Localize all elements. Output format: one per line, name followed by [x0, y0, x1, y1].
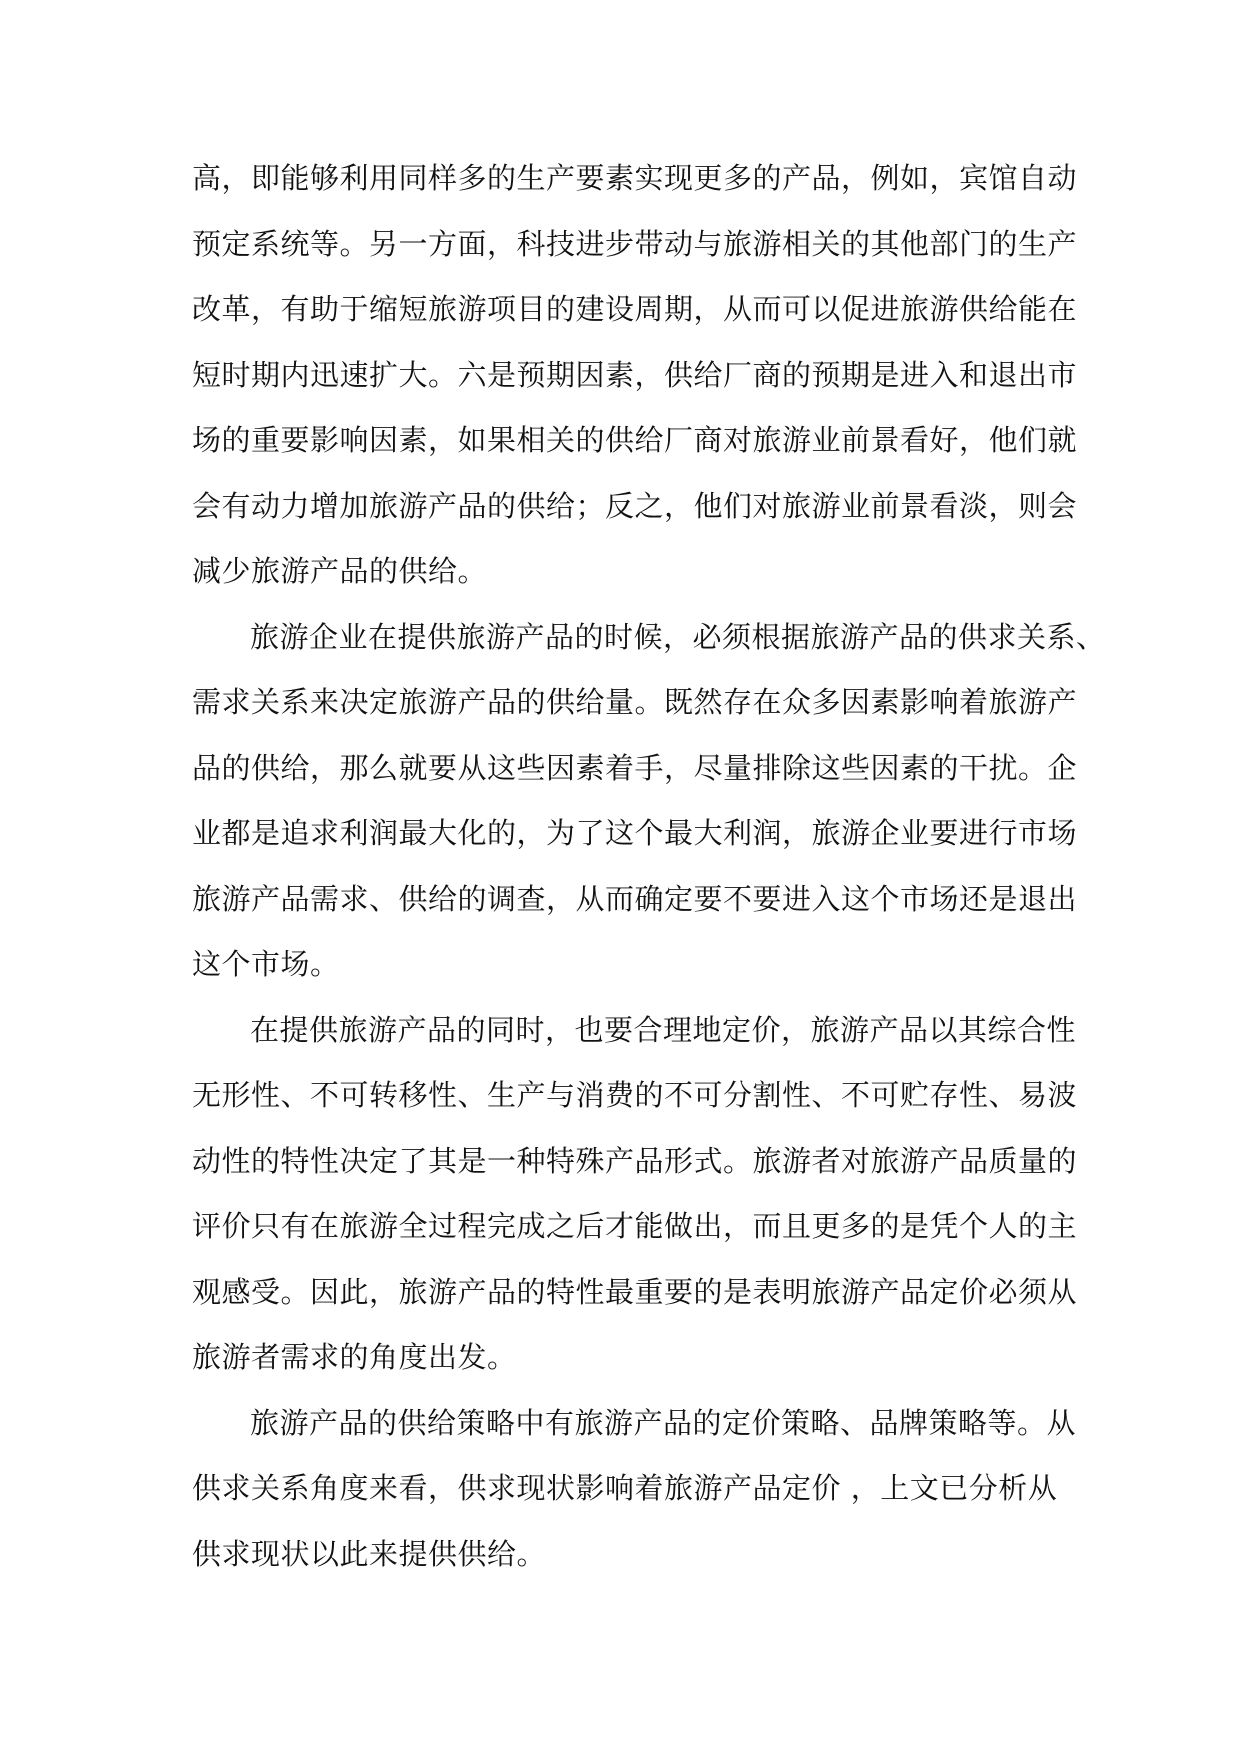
text-line: 高，即能够利用同样多的生产要素实现更多的产品，例如，宾馆自动: [192, 161, 1078, 195]
text-line: 旅游产品的供给策略中有旅游产品的定价策略、品牌策略等。从: [250, 1405, 1077, 1440]
text-line: 观感受。因此，旅游产品的特性最重要的是表明旅游产品定价必须从: [192, 1274, 1078, 1309]
document-page: [192, 146, 1106, 1587]
text-line: 预定系统等。另一方面，科技进步带动与旅游相关的其他部门的生产: [192, 226, 1078, 261]
paragraph-1: [192, 146, 1078, 605]
text-line: 改革，有助于缩短旅游项目的建设周期，从而可以促进旅游供给能在: [192, 292, 1078, 326]
text-line: 需求关系来决定旅游产品的供给量。既然存在众多因素影响着旅游产: [192, 685, 1078, 719]
text-line: 业都是追求利润最大化的，为了这个最大利润，旅游企业要进行市场: [192, 816, 1078, 850]
text-line: 这个市场。: [192, 947, 340, 981]
paragraph-4: [192, 1391, 1077, 1588]
text-line: 短时期内迅速扩大。六是预期因素，供给厂商的预期是进入和退出市: [192, 357, 1078, 392]
text-line: 动性的特性决定了其是一种特殊产品形式。旅游者对旅游产品质量的: [192, 1143, 1078, 1178]
text-line: 场的重要影响因素，如果相关的供给厂商对旅游业前景看好，他们就: [192, 423, 1078, 457]
text-line: 旅游产品需求、供给的调查，从而确定要不要进入这个市场还是退出: [192, 881, 1078, 916]
paragraph-3: [192, 998, 1078, 1391]
text-line: 在提供旅游产品的同时，也要合理地定价，旅游产品以其综合性: [250, 1012, 1077, 1047]
text-line: 旅游者需求的角度出发。: [192, 1340, 517, 1374]
text-line: 会有动力增加旅游产品的供给；反之，他们对旅游业前景看淡，则会: [192, 488, 1078, 523]
text-line: 品的供给，那么就要从这些因素着手，尽量排除这些因素的干扰。企: [192, 750, 1078, 785]
text-line: 减少旅游产品的供给。: [192, 554, 488, 588]
text-line: 旅游企业在提供旅游产品的时候，必须根据旅游产品的供求关系、: [250, 619, 1106, 654]
text-line: 评价只有在旅游全过程完成之后才能做出，而且更多的是凭个人的主: [192, 1209, 1078, 1243]
text-line: 无形性、不可转移性、生产与消费的不可分割性、不可贮存性、易波: [192, 1078, 1078, 1112]
text-line: 供求关系角度来看，供求现状影响着旅游产品定价 ，上文已分析从: [192, 1471, 1058, 1505]
text-line: 供求现状以此来提供供给。: [192, 1536, 547, 1571]
paragraph-2: [192, 605, 1106, 998]
